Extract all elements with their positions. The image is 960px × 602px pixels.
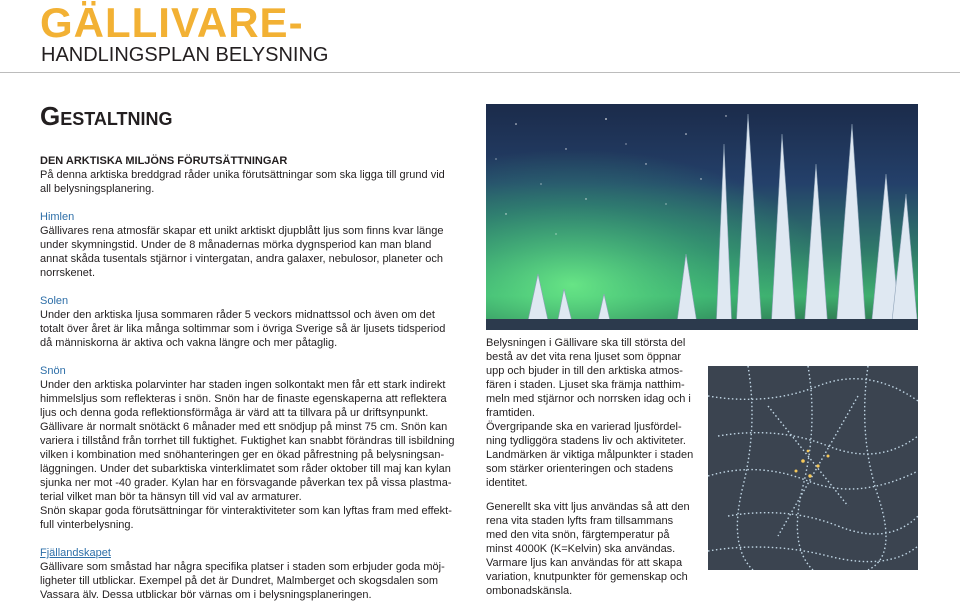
gallivare-logo: GÄLLIVARE- (40, 0, 304, 46)
snon-heading: Snön (40, 365, 66, 377)
night-city-aerial-photo (708, 366, 918, 570)
solen-heading: Solen (40, 295, 69, 307)
aurora-forest-photo (486, 104, 918, 330)
fjallandskapet-paragraph: Gällivare som småstad har några specifika platser i staden som erbjuder goda möj- ligheter till utblickar. Exempel på det är Dundret, Malmberget och skogsdalen som Vassara älv. Dessa utblickar bör värnas om i belysningsplaneringen. (40, 561, 445, 601)
intro-paragraph: På denna arktiska breddgrad råder unika förutsättningar som ska ligga till grund vid all belysningsplanering. (40, 169, 445, 195)
header-divider (0, 72, 960, 73)
solen-paragraph: Under den arktiska ljusa sommaren råder 5 veckors midnattssol och även om det totalt över året är lika många soltimmar som i övriga Sverige så är ljusets tidsperiod då människorna är aktiva och vakna längre och mer påtaglig. (40, 309, 446, 349)
fjallandskapet-heading: Fjällandskapet (40, 547, 111, 559)
himlen-heading: Himlen (40, 211, 75, 223)
lighting-principles-paragraph: Belysningen i Gällivare ska till största del bestå av det vita rena ljuset som öppnar upp och bjuder in till den arktiska atmos- fären i staden. Ljuset ska främja natthim- meln med stjärnor och norrsken idag och i framtiden. Övergripande ska en varierad ljusfördel- ning tydliggöra stadens liv och aktiviteter. Landmärken är viktiga målpunkter i staden som stärker orienteringen och stadens identitet. (486, 337, 694, 489)
section-title: Gestaltning (40, 101, 173, 131)
document-subtitle: HANDLINGSPLAN BELYSNING (41, 44, 329, 66)
arctic-heading: DEN ARKTISKA MILJÖNS FÖRUTSÄTTNINGAR (40, 155, 288, 167)
himlen-paragraph: Gällivares rena atmosfär skapar ett unikt arktiskt djupblått ljus som finns kvar länge under skymningstid. Under de 8 månadernas mörka dygnsperiod kan man bland annat skåda tusentals stjärnor i vintergatan, andra galaxer, nebulosor, planeter och norrskenet. (40, 225, 444, 279)
left-column (40, 154, 470, 602)
snon-paragraph: Under den arktiska polarvinter har staden ingen solkontakt men får ett stark indirekt himmelsljus som reflekteras i snön. Snön har de finaste egenskaperna att reflektera ljus och denna goda reflektionsförmåga är värd att ta tillvara på ur driftsynpunkt. Gällivare är normalt snötäckt 6 månader med ett snödjup på minst 75 cm. Snön kan variera i tillstånd från torrhet till fuktighet. Fuktighet kan snabbt förändras till isbildning vilken i kombination med snöhanteringen ger en ökad påfrestning på belysningsan- läggningen. Under det subarktiska vinterklimatet som råder oktober till maj kan kylan sjunka ner mot -40 grader. Kylan har en försvagande påverkan tex på vissa plastma- terial vilket man bör ta hänsyn till vid val av armaturer. Snön skapar goda förutsättningar för vinteraktiviteter som kan lyftas fram med effekt- full vinterbelysning. (40, 379, 455, 531)
color-temperature-paragraph: Generellt ska vitt ljus användas så att den rena vita staden lyfts fram tillsammans med den vita snön, färgtemperatur på minst 4000K (K=Kelvin) ska användas. Varmare ljus kan användas för att skapa variation, knutpunkter för gemenskap och ombonadskänsla. (486, 501, 690, 597)
